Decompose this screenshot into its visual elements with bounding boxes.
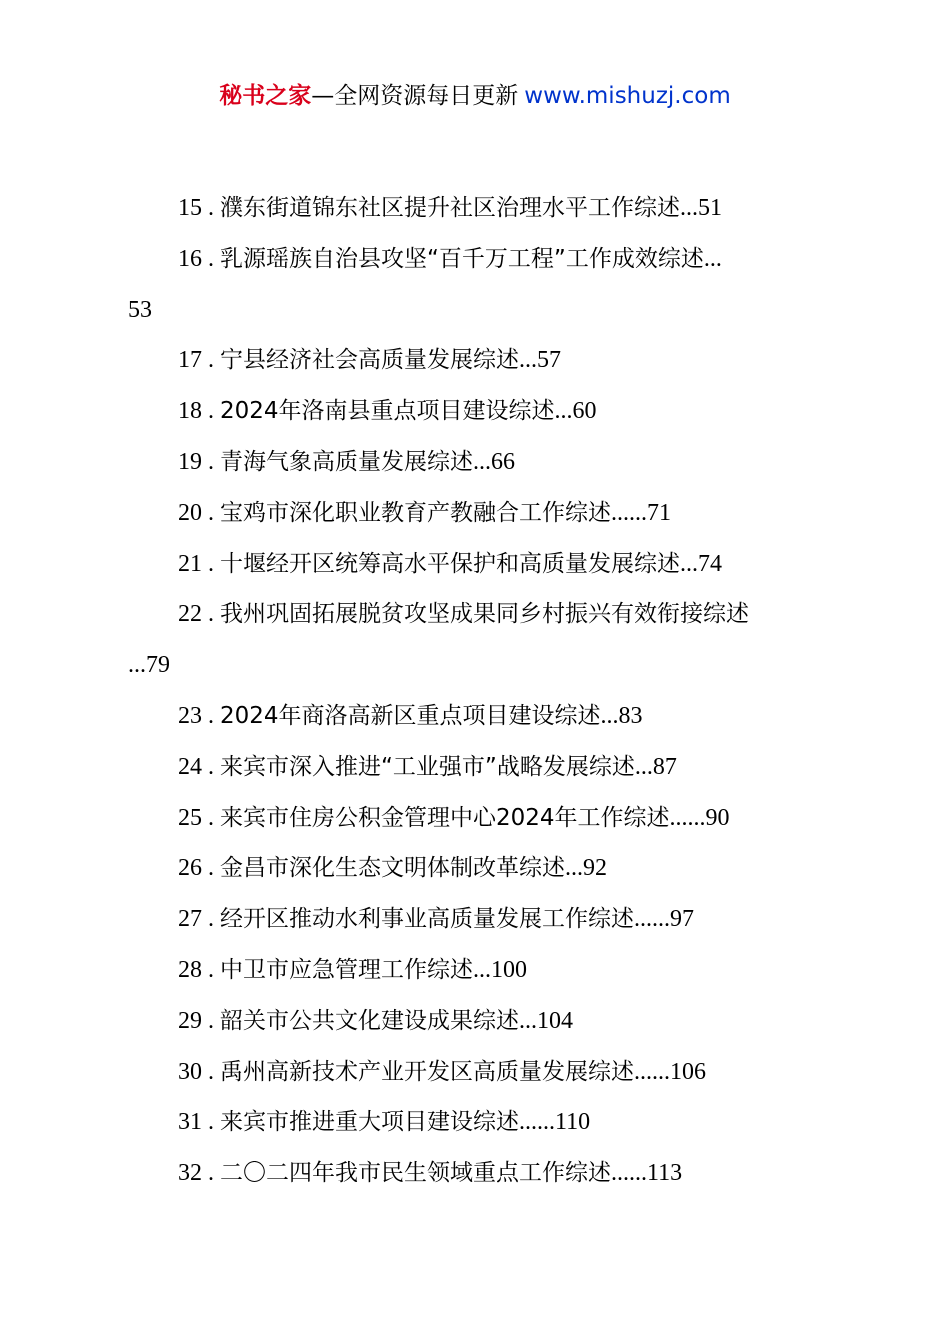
entry-leader: ... (680, 195, 698, 221)
entry-title: 来宾市推进重大项目建设综述 (220, 1109, 519, 1136)
entry-title: 宁县经济社会高质量发展综述 (220, 347, 519, 374)
entry-title: 青海气象高质量发展综述 (220, 448, 473, 475)
toc-entry[interactable]: 19 . 青海气象高质量发展综述...66 (178, 448, 515, 475)
entry-page: 87 (652, 753, 677, 780)
toc-entry[interactable]: 20 . 宝鸡市深化职业教育产教融合工作综述......71 (178, 499, 671, 526)
entry-title: 十堰经开区统筹高水平保护和高质量发展综述 (220, 550, 680, 577)
site-url-link[interactable]: www.mishuzj.com (524, 83, 731, 109)
entry-number: 22 (178, 601, 202, 628)
entry-leader: ...... (611, 499, 647, 526)
toc-entry[interactable]: 30 . 禹州高新技术产业开发区高质量发展综述......106 (178, 1058, 706, 1085)
entry-title: 二〇二四年我市民生领域重点工作综述 (220, 1160, 611, 1187)
entry-title: 乳源瑶族自治县攻坚“百千万工程”工作成效综述 (220, 245, 704, 272)
toc-entry[interactable]: 23 . 2024年商洛高新区重点项目建设综述...83 (178, 702, 643, 729)
toc-entry[interactable]: 21 . 十堰经开区统筹高水平保护和高质量发展综述...74 (178, 550, 722, 577)
entry-page: 66 (491, 448, 515, 475)
entry-page: 57 (537, 347, 561, 374)
entry-number: 24 (178, 753, 202, 780)
toc-entry[interactable]: 22 . 我州巩固拓展脱贫攻坚成果同乡村振兴有效衔接综述 ...79 (128, 601, 749, 679)
toc-entry[interactable]: 25 . 来宾市住房公积金管理中心2024年工作综述......90 (178, 804, 730, 831)
entry-title: 中卫市应急管理工作综述 (220, 956, 473, 983)
toc-entry[interactable]: 24 . 来宾市深入推进“工业强市”战略发展综述...87 (178, 753, 677, 780)
entry-page: 71 (647, 499, 671, 526)
entry-number: 32 (178, 1160, 202, 1187)
entry-number: 20 (178, 499, 202, 526)
entry-page: 106 (670, 1058, 706, 1085)
toc-entry[interactable]: 17 . 宁县经济社会高质量发展综述...57 (178, 347, 561, 374)
entry-page: 53 (128, 296, 152, 323)
entry-leader: ... (519, 1007, 537, 1034)
toc-entry[interactable]: 31 . 来宾市推进重大项目建设综述......110 (178, 1109, 591, 1136)
tagline: —全网资源每日更新 (311, 83, 519, 109)
entry-leader: ...... (611, 1160, 647, 1187)
entry-leader: ...... (519, 1109, 555, 1136)
entry-page: 51 (698, 195, 722, 221)
table-of-contents (128, 183, 834, 1199)
entry-title: 2024年洛南县重点项目建设综述 (220, 398, 555, 425)
entry-leader: ...... (669, 804, 706, 831)
entry-leader: ... (128, 652, 146, 679)
entry-leader: ... (634, 753, 653, 780)
entry-title: 来宾市深入推进“工业强市”战略发展综述 (220, 753, 635, 780)
site-header (0, 80, 950, 112)
entry-number: 31 (178, 1109, 202, 1136)
toc-entry[interactable]: 16 . 乳源瑶族自治县攻坚“百千万工程”工作成效综述... 53 (128, 234, 834, 336)
entry-leader: ... (565, 855, 583, 882)
entry-page: 97 (670, 906, 694, 933)
entry-number: 17 (178, 347, 202, 374)
entry-title: 濮东街道锦东社区提升社区治理水平工作综述 (220, 195, 680, 221)
entry-leader: ... (600, 702, 619, 729)
entry-page: 104 (537, 1007, 573, 1034)
entry-leader: ... (519, 347, 537, 374)
entry-page: 90 (705, 804, 730, 831)
entry-leader: ... (473, 956, 491, 983)
entry-leader: ...... (634, 906, 670, 933)
entry-title: 2024年商洛高新区重点项目建设综述 (220, 702, 601, 729)
entry-number: 18 (178, 398, 202, 425)
entry-leader: ... (473, 448, 491, 475)
toc-entry[interactable]: 15 . 濮东街道锦东社区提升社区治理水平工作综述...51 (178, 195, 722, 221)
entry-leader: ... (680, 550, 698, 577)
entry-number: 16 (178, 245, 202, 272)
entry-leader: ...... (634, 1058, 670, 1085)
entry-page: 74 (698, 550, 722, 577)
toc-entry[interactable]: 27 . 经开区推动水利事业高质量发展工作综述......97 (178, 906, 694, 933)
entry-title: 禹州高新技术产业开发区高质量发展综述 (220, 1058, 634, 1085)
toc-entry[interactable]: 18 . 2024年洛南县重点项目建设综述...60 (178, 398, 597, 425)
entry-leader: ... (703, 245, 722, 272)
brand-name: 秘书之家 (219, 83, 312, 109)
entry-number: 29 (178, 1007, 202, 1034)
entry-page: 83 (618, 702, 643, 729)
entry-number: 26 (178, 855, 202, 882)
entry-number: 19 (178, 448, 202, 475)
entry-page: 100 (491, 956, 527, 983)
entry-page: 60 (572, 398, 597, 425)
toc-entry[interactable]: 28 . 中卫市应急管理工作综述...100 (178, 956, 527, 983)
entry-title: 宝鸡市深化职业教育产教融合工作综述 (220, 499, 611, 526)
entry-title: 韶关市公共文化建设成果综述 (220, 1007, 519, 1034)
entry-title: 我州巩固拓展脱贫攻坚成果同乡村振兴有效衔接综述 (220, 601, 749, 628)
entry-number: 27 (178, 906, 202, 933)
toc-entry[interactable]: 29 . 韶关市公共文化建设成果综述...104 (178, 1007, 573, 1034)
entry-title: 来宾市住房公积金管理中心2024年工作综述 (220, 804, 670, 831)
entry-number: 23 (178, 702, 202, 729)
toc-entry[interactable]: 26 . 金昌市深化生态文明体制改革综述...92 (178, 855, 607, 882)
entry-title: 经开区推动水利事业高质量发展工作综述 (220, 906, 634, 933)
entry-leader: ... (554, 398, 573, 425)
entry-page: 92 (583, 855, 607, 882)
entry-number: 30 (178, 1058, 202, 1085)
entry-title: 金昌市深化生态文明体制改革综述 (220, 855, 565, 882)
toc-entry[interactable]: 32 . 二〇二四年我市民生领域重点工作综述......113 (178, 1160, 683, 1187)
entry-page: 79 (146, 652, 170, 679)
entry-number: 28 (178, 956, 202, 983)
entry-number: 15 (178, 195, 202, 221)
entry-page: 113 (647, 1160, 683, 1187)
entry-number: 25 (178, 804, 202, 831)
entry-number: 21 (178, 550, 202, 577)
entry-page: 110 (555, 1109, 591, 1136)
